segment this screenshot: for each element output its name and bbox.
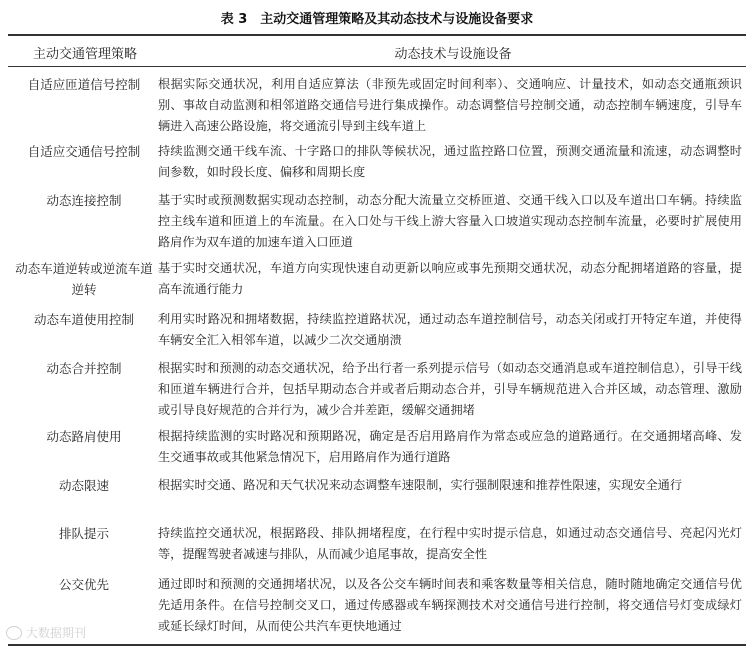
strategy-cell: 动态限速: [58, 478, 109, 493]
table-title: 表 3 主动交通管理策略及其动态技术与设施设备要求: [220, 12, 534, 27]
strategy-cell: 公交优先: [58, 577, 109, 592]
technology-cell: 利用实时路况和拥堵数据，持续监控道路状况，通过动态车道控制信号，动态关闭或打开特定车道，并使得车辆安全汇入相邻车道，以减少二次交通崩溃: [158, 312, 742, 347]
header-technology: 动态技术与设施设备: [394, 47, 512, 62]
technology-cell: 基于实时或预测数据实现动态控制，动态分配大流量立交桥匝道、交通干线入口以及车道出口车辆。持续监控主线车道和匝道上的车流量。在入口处与干线上游大容量入口坡道实现动态控制车流量，必要时扩展使用路肩作为双车道的加速车道入口匝道: [158, 193, 742, 249]
header-strategy: 主动交通管理策略: [32, 47, 137, 62]
technology-cell: 持续监测交通干线车流、十字路口的排队等候状况，通过监控路口位置，预测交通流量和流速，动态调整时间参数，如时段长度、偏移和周期长度: [158, 144, 742, 179]
strategy-cell: 自适应交通信号控制: [27, 144, 141, 159]
strategy-cell: 动态车道逆转或逆流车道逆转: [15, 261, 153, 297]
watermark-text: 大数据期刊: [26, 626, 87, 640]
bottom-rule: [8, 644, 746, 646]
technology-cell: 通过即时和预测的交通拥堵状况，以及各公交车辆时间表和乘客数量等相关信息，随时随地确定交通信号优先适用条件。在信号控制交叉口，通过传感器或车辆探测技术对交通信号进行控制，将交通信号灯变成绿灯或延长绿灯时间，从而使公共汽车更快地通过: [158, 577, 742, 633]
technology-cell: 根据实际交通状况，利用自适应算法（非预先或固定时间利率）、交通响应、计量技术，如动态交通瓶颈识别、事故自动监测和相邻道路交通信号进行集成操作。动态调整信号控制交通，动态控制车辆速度，引导车辆进入高速公路设施，将交通流引导到主线车道上: [158, 77, 742, 133]
watermark-logo-icon: [6, 626, 22, 640]
strategy-cell: 动态合并控制: [46, 361, 122, 376]
strategy-cell: 动态路肩使用: [46, 429, 122, 444]
technology-cell: 根据实时和预测的动态交通状况，给予出行者一系列提示信号（如动态交通消息或车道控制信息），引导干线和匝道车辆进行合并，包括早期动态合并或者后期动态合并，引导车辆规范进入合并区域，动态管理、激励或引导良好规范的合并行为，减少合并差距，缓解交通拥堵: [158, 361, 742, 417]
watermark: [6, 624, 86, 641]
technology-cell: 根据持续监测的实时路况和预期路况，确定是否启用路肩作为常态或应急的道路通行。在交通拥堵高峰、发生交通事故或其他紧急情况下，启用路肩作为通行道路: [158, 429, 742, 464]
strategy-cell: 自适应匝道信号控制: [27, 77, 141, 92]
technology-cell: 根据实时交通、路况和天气状况来动态调整车速限制，实行强制限速和推荐性限速，实现安全通行: [158, 478, 683, 492]
technology-cell: 持续监控交通状况，根据路段、排队拥堵程度，在行程中实时提示信息，如通过动态交通信号、亮起闪光灯等，提醒驾驶者减速与排队，从而减少追尾事故，提高安全性: [158, 526, 742, 561]
strategy-cell: 动态连接控制: [46, 193, 122, 208]
strategy-cell: 动态车道使用控制: [33, 312, 134, 327]
technology-cell: 基于实时交通状况，车道方向实现快速自动更新以响应或事先预期交通状况，动态分配拥堵道路的容量，提高车流通行能力: [158, 261, 742, 296]
strategy-cell: 排队提示: [58, 526, 109, 541]
top-rule: [8, 34, 746, 36]
header-rule: [8, 66, 746, 67]
